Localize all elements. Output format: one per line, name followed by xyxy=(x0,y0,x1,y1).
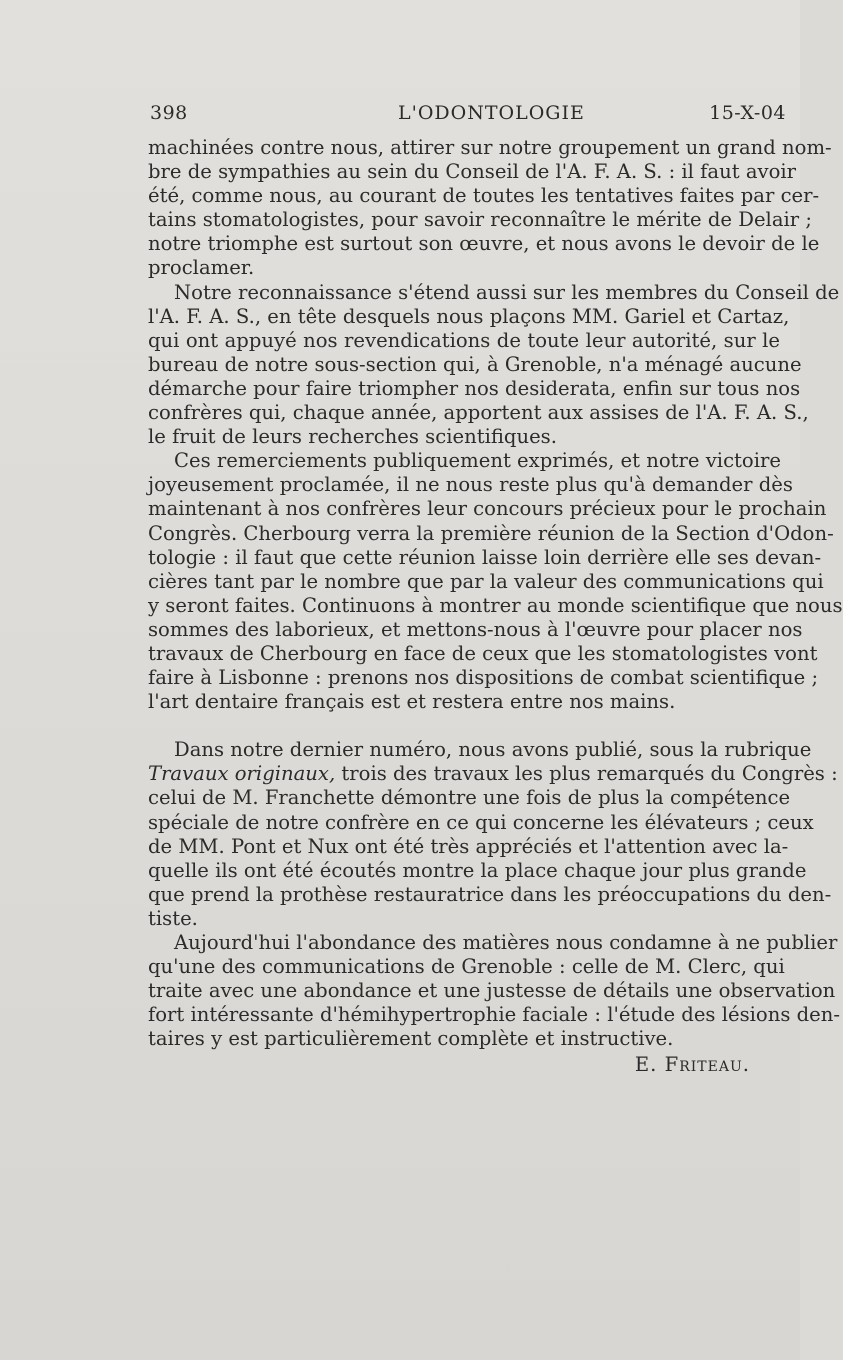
text-line: proclamer. xyxy=(148,256,255,280)
text-line: que prend la prothèse restauratrice dans les préoccupations du den- xyxy=(148,882,832,906)
text-line: cières tant par le nombre que par la valeur des communications qui xyxy=(148,569,824,593)
text-line: taires y est particulièrement complète et instructive. xyxy=(148,1027,674,1051)
text-line xyxy=(148,762,838,786)
text-line: joyeusement proclamée, il ne nous reste plus qu'à demander dès xyxy=(148,473,793,497)
text-line: celui de M. Franchette démontre une fois de plus la compétence xyxy=(148,786,791,810)
rubric-title: Travaux originaux, xyxy=(148,762,336,786)
text-line: maintenant à nos confrères leur concours précieux pour le prochain xyxy=(148,497,827,521)
text-line: travaux de Cherbourg en face de ceux que les stomatologistes vont xyxy=(148,641,818,665)
paragraph-5 xyxy=(148,931,840,1051)
text-line: Dans notre dernier numéro, nous avons publié, sous la rubrique xyxy=(174,738,812,762)
text-line: été, comme nous, au courant de toutes les tentatives faites par cer- xyxy=(148,184,820,208)
text-line: fort intéressante d'hémihypertrophie faciale : l'étude des lésions den- xyxy=(148,1003,840,1027)
journal-title: L'ODONTOLOGIE xyxy=(398,102,585,124)
text-line: Aujourd'hui l'abondance des matières nous condamne à ne publier xyxy=(174,931,838,954)
text-line: qui ont appuyé nos revendications de toute leur autorité, sur le xyxy=(148,328,780,352)
paragraph-4 xyxy=(148,738,838,931)
text-line: l'art dentaire français est et restera entre nos mains. xyxy=(148,690,676,714)
text-line: l'A. F. A. S., en tête desquels nous plaçons MM. Gariel et Cartaz, xyxy=(148,304,790,328)
text-line: quelle ils ont été écoutés montre la place chaque jour plus grande xyxy=(148,858,807,882)
text-line: y seront faites. Continuons à montrer au monde scientifique que nous xyxy=(148,593,843,617)
text-line: bre de sympathies au sein du Conseil de l'A. F. A. S. : il faut avoir xyxy=(148,160,797,184)
text-line: démarche pour faire triompher nos desiderata, enfin sur tous nos xyxy=(148,376,801,400)
article-body xyxy=(148,136,843,1078)
text-line: spéciale de notre confrère en ce qui concerne les élévateurs ; ceux xyxy=(148,810,814,834)
text-line: bureau de notre sous-section qui, à Grenoble, n'a ménagé aucune xyxy=(148,352,802,376)
text-line: tologie : il faut que cette réunion laisse loin derrière elle ses devan- xyxy=(148,545,822,569)
text-fragment: trois des travaux les plus remarqués du Congrès : xyxy=(335,762,838,786)
text-line: notre triomphe est surtout son œuvre, et nous avons le devoir de le xyxy=(148,232,820,256)
paragraph-2 xyxy=(148,280,840,450)
text-line: Congrès. Cherbourg verra la première réunion de la Section d'Odon- xyxy=(148,521,834,545)
text-line: traite avec une abondance et une justesse de détails une observation xyxy=(148,979,836,1003)
text-line: Ces remerciements publiquement exprimés, et notre victoire xyxy=(174,449,781,473)
running-header xyxy=(150,102,786,132)
paragraph-3 xyxy=(148,449,843,714)
author-signature: E. Friteau. xyxy=(634,1053,750,1077)
text-line: faire à Lisbonne : prenons nos dispositions de combat scientifique ; xyxy=(148,666,819,690)
paragraph-1 xyxy=(148,136,832,281)
text-line: de MM. Pont et Nux ont été très appréciés et l'attention avec la- xyxy=(148,834,789,858)
issue-date: 15-X-04 xyxy=(709,102,786,124)
text-line: tiste. xyxy=(148,906,198,930)
text-line: sommes des laborieux, et mettons-nous à l'œuvre pour placer nos xyxy=(148,617,803,641)
text-line: confrères qui, chaque année, apportent aux assises de l'A. F. A. S., xyxy=(148,401,809,425)
section-gap xyxy=(148,714,780,738)
text-line: machinées contre nous, attirer sur notre groupement un grand nom- xyxy=(148,136,832,159)
text-line: qu'une des communications de Grenoble : celle de M. Clerc, qui xyxy=(148,955,785,979)
text-line: tains stomatologistes, pour savoir reconnaître le mérite de Delair ; xyxy=(148,208,812,232)
text-line: Notre reconnaissance s'étend aussi sur les membres du Conseil de xyxy=(174,280,840,304)
page-number: 398 xyxy=(150,102,188,124)
text-line: le fruit de leurs recherches scientifiques. xyxy=(148,425,557,449)
